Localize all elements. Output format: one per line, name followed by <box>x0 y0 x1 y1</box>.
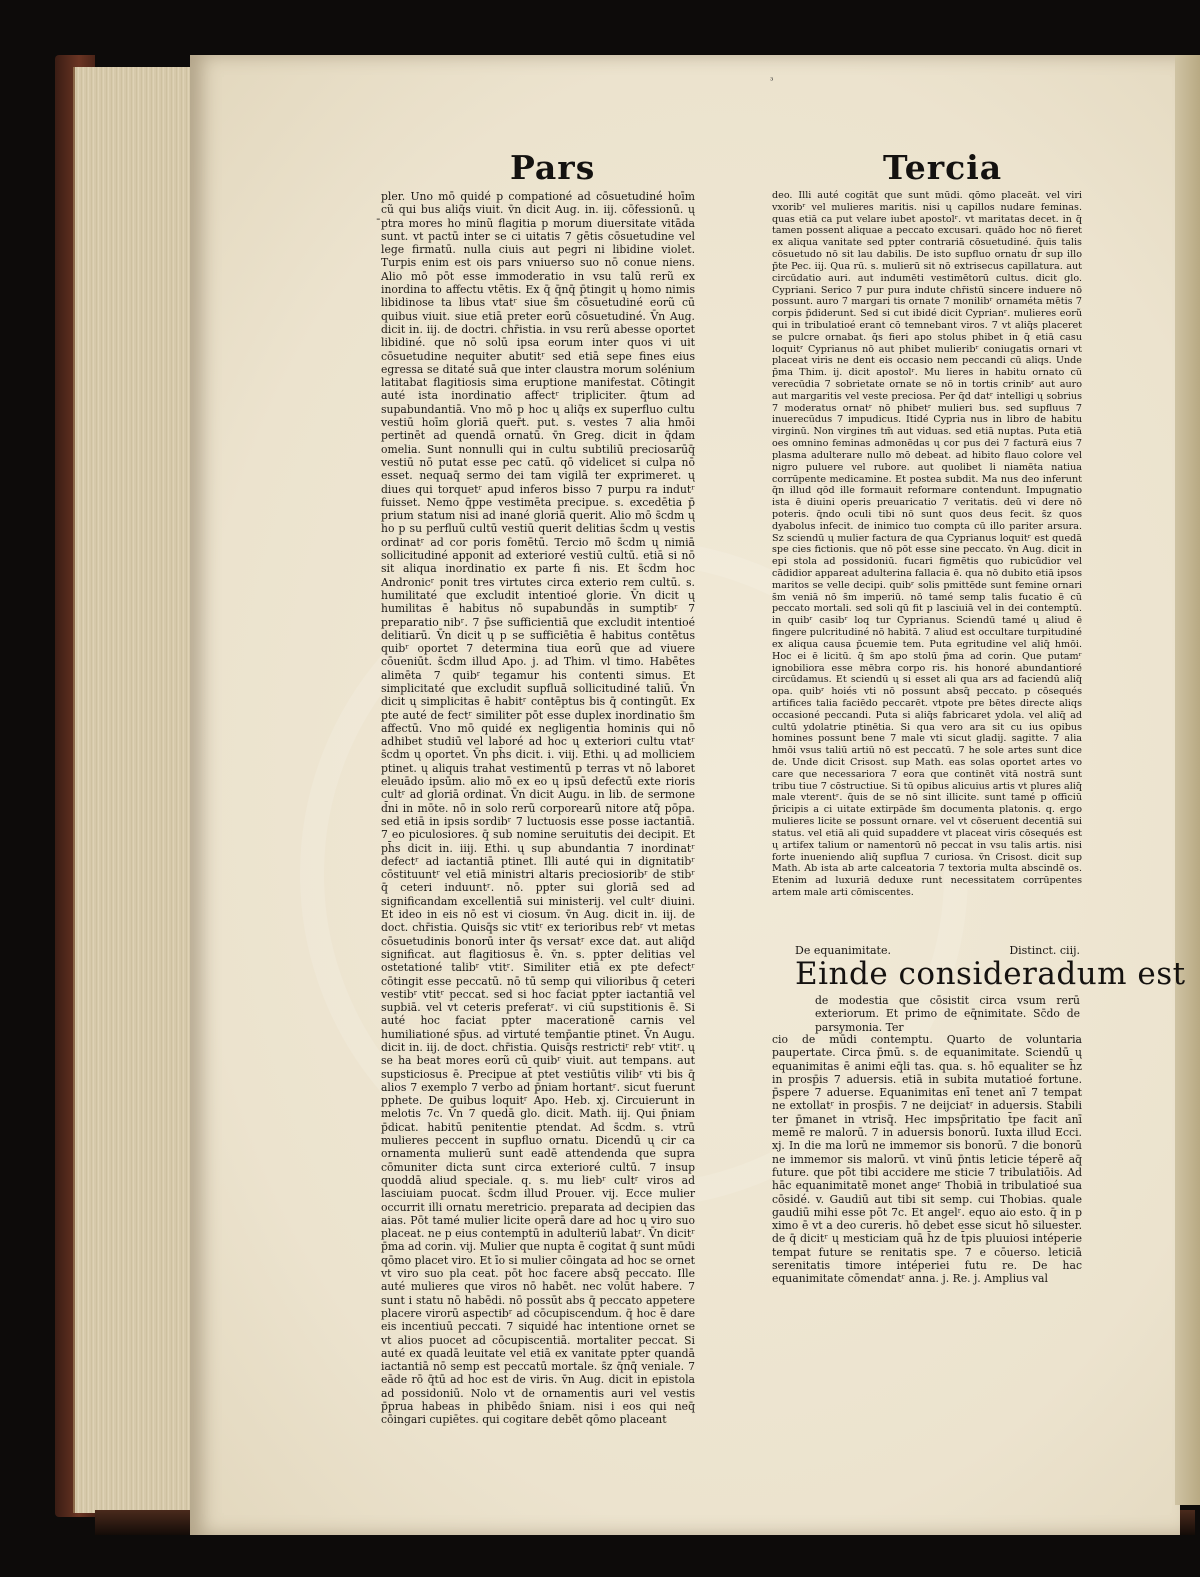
page-mark: ᶟ <box>770 76 774 87</box>
right-column-tail: cio de mūdi contemptu. Quarto de voluntaria paupertate. Circa p̄mū. s. de equanimitate. Sciendū ų equanimitas ē animi eq̄li tas. qua. s. hō equaliter se h̄z in prosp̄is 7 aduersis. etiā in subita mutatioé fortune. p̄spere 7 aduerse. Equanimitas enī tenet anī 7 tempat ne extollatʳ in prosp̄is. 7 ne deijciatʳ in aduersis. Stabili ter p̄manet in vtrisq̄. Hec impsp̄ritatio t̄pe facit anī memē re malorū. 7 in aduersis bonorū. Iuxta illud Ecci. xj. In die ma lorū ne immemor sis bonorū. 7 die bonorū ne immemor sis malorū. vt vinū p̄ntis leticie téperē aq̄ future. que pōt tibi accidere me sticie 7 tribulatiōis. Ad hāc equanimitatē monet angeʳ Thobiā in tribulatioé sua cōsidé. v. Gaudiū aut tibi sit semp. cui Thobias. quale gaudiū mihi esse pōt 7c. Et angelʳ. equo aio esto. q̄ in p ximo ē vt a deo cureris. hō debet esse sicut hō siluester. de q̄ dicitʳ ų mesticiam quā h̄z de t̄pis pluuiosi intéperie tempat future se renitatis spe. 7 e cōuerso. leticiā serenitatis timore intéperiei futu re. De hac equanimitate cōmendatʳ anna. j. Re. j. Amplius val <box>772 1033 1082 1286</box>
heading-continuation: de modestia que cōsistit circa vsum rerū exteriorum. Et primo de eq̄nimitate. Sc̄do de parsymonia. Ter <box>815 994 1080 1034</box>
section-title: De equanimitate. <box>795 944 891 957</box>
chapter-heading: Einde consideradum est <box>795 956 1186 992</box>
running-head-right: Tercia <box>883 148 1003 187</box>
page-edges <box>73 67 197 1513</box>
text-column-left <box>381 190 695 1427</box>
distinctio-label: Distinct. ciij. <box>1009 944 1080 957</box>
text-column-right <box>772 190 1082 899</box>
running-head-left: Pars <box>510 148 596 187</box>
left-column-text: pler. Uno mō quidé p compationé ad cōsuetudiné hoīm cũ qui bus aliq̄s viuit. v̄n dicit Aug. in. iij. cōfessionū. ų ̄ptra mores ho minũ flagitia p morum diuersitate vitāda sunt. vt pactū inter se ci uitatis 7 gētis cōsuetudine vel lege firmatū. nulla ciuis aut pegri ni libidine violet. Turpis enim est ois pars vniuerso suo nō conue niens. Alio mō pōt esse immoderatio in vsu talũ rerũ ex inordina to affectu vtētis. Ex q̄ q̄nq̄ p̄tingit ų homo nimis libidinose ta libus vtatʳ siue s̄m cōsuetudiné eorũ cū quibus viuit. siue etiā preter eorũ cōsuetudiné. V̄n Aug. dicit in. iij. de doctri. chr̄istia. in vsu rerũ abesse oportet libidiné. que nō solū ipsa eorum inter quos vi uit cōsuetudine nequiter abutitʳ sed etiā sepe fines eius egressa se ditaté suā que inter claustra morum solénium latitabat flagitiosis sima eruptione manifestat. Cōtingit auté ista inordinatio affectʳ tripliciter. q̄tum ad supabundantiā. Vno mō p hoc ų aliq̄s ex superfluo cultu vestiū hoīm gloriā quer̄t. put. s. vestes 7 alia hmōi pertinēt ad quendā ornatū. v̄n Greg. dicit in q̄dam omelia. Sunt nonnulli qui in cultu subtiliū preciosarūq̄ vestiū nō putat esse pec catū. qō videlicet si culpa nō esset. nequaq̄ sermo dei tam vigilā ter exprimeret. ų diues qui torquetʳ apud inferos bisso 7 purpu ra indutʳ fuisset. Nemo q̄ppe vestimēta precipue. s. excedētia p̄ prium statum nisi ad inané gloriā querit. Alio mō s̄cdm ų ho p su perfluũ cultū vestiū querit delitias s̄cdm ų vestis ordinatʳ ad cor poris fomētū. Tercio mō s̄cdm ų nimiā sollicitudiné apponit ad exterioré vestiū cultū. etiā si nō sit aliqua inordinatio ex parte fi nis. Et s̄cdm hoc Andronicʳ ponit tres virtutes circa exterio rem cultū. s. humilitaté que excludit intentioé glorie. V̄n dicit ų humilitas ē habitus nō supabundās in sumptibʳ 7 preparatio nibʳ. 7 p̄se sufficientiā que excludit intentioé delitiarū. V̄n dicit ų p se sufficiētia ē habitus contētus quibʳ oportet 7 determina tiua eorũ que ad viuere cōueniūt. s̄cdm illud Apo. j. ad Thim. vl timo. Habētes alimēta 7 quibʳ tegamur his contenti simus. Et simplicitaté que excludit supfluā sollicitudiné taliū. V̄n dicit ų simplicitas ē habitʳ contēptus bis q̄ contingūt. Ex pte auté de fectʳ similiter pōt esse duplex inordinatio s̄m affectū. Vno mō quidé ex negligentia hominis qui nō adhibet studiū vel laboré ad hoc ų exteriori cultu vtatʳ s̄cdm ų oportet. V̄n ph̄s dicit. i. viij. Ethi. ų ad molliciem ptinet. ų aliquis trahat vestimentū p terras vt nō laboret eleuādo ipsūm. alio mō ex eo ų ipsū defectū exte rioris cultʳ ad gloriā ordinat. V̄n dicit Augu. in lib. de sermone d̄ni in mōte. nō in solo rerũ corporearũ nitore atq̄ pōpa. sed etiā in ipsis sordibʳ 7 luctuosis esse posse iactantiā. 7 eo piculosiores. q̄ sub nomine seruitutis dei decipit. Et ph̄s dicit in. iiij. Ethi. ų sup abundantia 7 inordinatʳ defectʳ ad iactantiā ptinet. Illi auté qui in dignitatibʳ cōstituuntʳ vel etiā ministri altaris preciosioribʳ de stibʳ q̄ ceteri induuntʳ. nō. ppter sui gloriā sed ad significandam excellentiā sui ministerij. vel cultʳ diuini. Et ideo in eis nō est vi ciosum. v̄n Aug. dicit in. iij. de doct. chr̄istia. Quisq̄s sic vtitʳ ex terioribus rebʳ vt metas cōsuetudinis bonorū inter q̄s versatʳ exce dat. aut aliq̄d significat. aut flagitiosus ē. v̄n. s. ppter delitias vel ostetationé talibʳ vtitʳ. Similiter etiā ex pte defectʳ cōtingit esse peccatū. nō tū semp qui vilioribus q̄ ceteri vestibʳ vtitʳ peccat. sed si hoc faciat ppter iactantiā vel supbiā. vel vt ceteris preferatʳ. vi ciū supstitionis ē. Si auté hoc faciat ppter macerationē carnis vel humiliationé sp̄us. ad virtuté temp̄antie ptinet. V̄n Augu. dicit in. iij. de doct. chr̄istia. Quisq̄s restrictiʳ rebʳ vtitʳ. ų se ha beat mores eorũ cū quibʳ viuit. aut tempans. aut supsticiosus ē. Precipue at̄ ptet vestiūtis vilibʳ vti bis q̄ alios 7 exemplo 7 verbo ad p̄niam hortantʳ. sicut fuerunt pphete. De quibus loquitʳ Apo. Heb. xj. Circuierunt in melotis 7c. V̄n 7 quedā glo. dicit. Math. iij. Qui p̄niam p̄dicat. habitū penitentie ptendat. Ad s̄cdm. s. vtrū mulieres peccent in supfluo ornatu. Dicendū ų cir ca ornamenta mulierū sunt eadē attendenda que supra cōmuniter dicta sunt circa exterioré cultū. 7 insup quoddā aliud speciale. q. s. mu liebʳ cultʳ viros ad lasciuiam puocat. s̄cdm illud Prouer. vij. Ecce mulier occurrit illi ornatu meretricio. preparata ad decipien das aias. Pōt tamé mulier licite operā dare ad hoc ų viro suo placeat. ne p eius contemptū in adulteriū labatʳ. V̄n dicitʳ p̄ma ad corin. vij. Mulier que nupta ē cogitat q̄ sunt mūdi qōmo placet viro. Et īo si mulier cōingata ad hoc se ornet vt viro suo pla ceat. pōt hoc facere absq̄ peccato. Ille auté mulieres que viros nō habēt. nec volūt habere. 7 sunt i statu nō habēdi. nō possūt abs q̄ peccato appetere placere virorū aspectibʳ ad cōcupiscendum. q̄ hoc ē dare eis incentiuū peccati. 7 siquidé hac intentione ornet se vt alios puocet ad cōcupiscentiā. mortaliter peccat. Si auté ex quadā leuitate vel etiā ex vanitate ppter quandā iactantiā nō semp est peccatū mortale. s̄z q̄nq̄ veniale. 7 eāde rō q̄tū ad hoc est de viris. v̄n Aug. dicit in epistola ad possidoniū. Nolo vt de ornamentis auri vel vestis p̄prua habeas in phibēdo s̄niam. nisi i eos qui neq̄ cōingari cupiētes. qui cogitare debēt qōmo placeant <box>381 190 695 1427</box>
facing-page-edge <box>1175 55 1200 1505</box>
right-column-text: deo. Illi auté cogitāt que sunt mūdi. qōmo placeāt. vel viri vxoribʳ vel mulieres maritis. nisi ų capillos nudare feminas. quas etiā ca put velare iubet apostolʳ. vt maritatas decet. in q̄ tamen possent aliquae a peccato excusari. quādo hoc nō fieret ex aliqua vanitate sed ppter contrariā cōsuetudiné. q̄uis talis cōsuetudo nō sit lau dabilis. De isto supfluo ornatu d̄r sup illo p̄te Pec. iij. Qua rū. s. mulierū sit nō extrisecus capillatura. aut circūdatio auri. aut indumēti vestimētorū cultus. dicit glo. Cypriani. Serico 7 pur pura indute chr̄istū sincere induere nō possunt. auro 7 margari tis ornate 7 monilibʳ ornaméta mētis 7 corpis p̄diderunt. Sed si cut ibidé dicit Cyprianʳ. mulieres eorũ qui in tribulatioé erant cō temnebant viros. 7 vt aliq̄s placeret se pulcre ornabat. q̄s fieri apo stolus phibet in q̄ etiā casu loquitʳ Cyprianus nō aut phibet mulieribʳ coniugatis ornari vt placeat viris ne dent eis occasio nem peccandi cū aliqs. Unde p̄ma Thim. ij. dicit apostolʳ. Mu lieres in habitu ornato cū verecūdia 7 sobrietate ornate se nō in tortis crinibʳ aut auro aut margaritis vel veste preciosa. Per q̄d datʳ intelligi ų sobrius 7 moderatus ornatʳ nō phibetʳ mulieri bus. sed supfluus 7 inuerecūdus 7 impudicus. Itidé Cypria nus in libro de habitu virginū. Non virgines tm̄ aut viduas. sed etiā nuptas. Puta etiā oes omnino feminas admonēdas ų cor pus dei 7 facturā eius 7 plasma adulterare nullo mō debeat. ad hibito flauo colore vel nigro puluere vel rubore. aut quolibet li niamēta natiua corrūpente medicamine. Et postea subdit. Ma nus deo inferunt q̄n illud qōd ille formauit reformare contendunt. Impugnatio ista ē diuini operis preuaricatio 7 veritatis. deū vi dere nō poteris. q̄ndo oculi tibi nō sunt quos deus fecit. s̄z quos dyabolus infecit. de inimico tuo compta cū illo pariter arsura. Sz sciendū ų mulier factura de qua Cyprianus loquitʳ est quedā spe cies fictionis. que nō pōt esse sine peccato. v̄n Aug. dicit in epi stola ad possidoniū. fucari figmētis quo rubicūdior vel cādidior appareat adulterina fallacia ē. qua nō dubito etiā ipsos maritos se velle decipi. quibʳ solis pmittēde sunt femine ornari s̄m veniā nō s̄m imperiū. nō tamé semp talis fucatio ē cū peccato mortali. sed soli qū fit p lasciuiā vel in dei contemptū. in quibʳ casibʳ loq tur Cyprianus. Sciendū tamé ų aliud ē fingere pulcritudiné nō habitā. 7 aliud est occultare turpitudiné ex aliqua causa p̄cuemie tem. Puta egritudine vel aliq̄ hmōi. Hoc ei ē licitū. q̄ s̄m apo stolū p̄ma ad corin. Que putamʳ ignobiliora esse mēbra corpo ris. his honoré abundantioré circūdamus. Et sciendū ų si esset ali qua ars ad faciendū aliq̄ opa. quibʳ hoiés vti nō possunt absq̄ peccato. p cōsequés artifices talia faciēdo peccarēt. vtpote pre bētes directe aliqs occasioné peccandi. Puta si aliq̄s fabricaret ydola. vel aliq̄ ad cultū ydolatrie ptinētia. Si qua vero ara sit cu ius opibus homines possunt bene 7 male vti sicut gladij. sagitte. 7 alia hmōi vsus taliū artiū nō est peccatū. 7 he sole artes sunt dice de. Unde dicit Crisost. sup Math. eas solas oportet artes vo care que necessariora 7 eora que continēt vitā nostrā sunt tribu tiue 7 cōstructiue. Si tū opibus alicuius artis vt plures aliq̄ male vterentʳ. q̄uis de se nō sint illicite. sunt tamé p officiū p̄ricipis a ci uitate extirpāde s̄m documenta platonis. q. ergo mulieres licite se possunt ornare. vel vt cōseruent decentiā sui status. vel etiā ali quid supaddere vt placeat viris cōsequés est ų artifex talium or namentorū nō peccat in vsu talis artis. nisi forte inueniendo aliq̄ supflua 7 curiosa. v̄n Crisost. dicit sup Math. Ab ista ab arte calceatoria 7 textoria multa abscindē os. Etenim ad luxuriā deduxe runt necessitatem corrūpentes artem male arti cōmiscentes. <box>772 190 1082 898</box>
